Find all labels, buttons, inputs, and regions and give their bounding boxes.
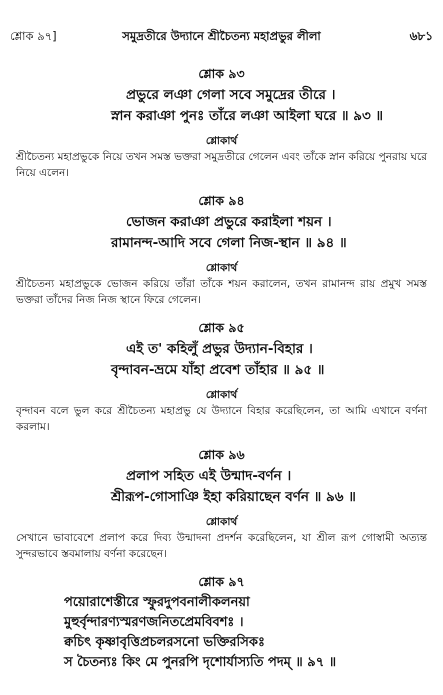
header-chapter-title: সমুদ্রতীরে উদ্যানে শ্রীচৈতন্য মহাপ্রভুর লীলা <box>122 29 321 43</box>
verse-section-94 <box>16 191 427 308</box>
translation-text: সেখানে ভাবাবেশে প্রলাপ করে দিব্য উন্মাদনা প্রদর্শন করেছিলেন, যা শ্রীল রূপ গোস্বামী অত্যন্ত সুন্দরভাবে স্তবমালায় বর্ণনা করেছেন। <box>16 532 427 560</box>
verse-heading: শ্লোক ৯৩ <box>198 66 245 81</box>
translation-label: শ্লোকার্থ <box>205 516 238 528</box>
verse-line: প্রভুরে লঞা গেলা সবে সমুদ্রের তীরে । <box>126 87 336 103</box>
verse-section-97 <box>16 572 427 673</box>
verse-line: এই ত' কহিলুঁ প্রভুর উদ্যান-বিহার । <box>126 341 313 357</box>
verse-line: মুহুর্বৃন্দারণ্যস্মরণজনিতপ্রেমবিবশঃ । <box>64 615 244 630</box>
verse-section-96 <box>16 445 427 562</box>
verse-line: শ্রীরূপ-গোসাঞি ইহা করিয়াছেন বর্ণন ॥ ৯৬ ॥ <box>111 489 356 505</box>
translation-text: শ্রীচৈতন্য মহাপ্রভুকে ভোজন করিয়ে তাঁরা তাঁকে শয়ন করালেন, তখন রামানন্দ রায় প্রমুখ সমস্ত ভক্তরা তাঁদের নিজ নিজ স্থানে ফিরে গেলেন। <box>16 278 427 306</box>
header-verse-ref: শ্লোক ৯৭] <box>10 29 57 43</box>
verse-line: স চৈতন্যঃ কিং মে পুনরপি দৃশোর্যাস্যতি পদম্ ॥ ৯৭ ॥ <box>64 655 337 670</box>
translation-label: শ্লোকার্থ <box>205 135 238 147</box>
verse-heading: শ্লোক ৯৪ <box>198 193 245 208</box>
verse-line: প্রলাপ সহিত এই উন্মাদ-বর্ণন । <box>126 468 292 484</box>
translation-label: শ্লোকার্থ <box>205 262 238 274</box>
verse-section-93 <box>16 64 427 181</box>
verse-heading: শ্লোক ৯৭ <box>198 574 245 589</box>
page-number: ৬৮১ <box>409 29 433 43</box>
running-header <box>10 28 433 48</box>
verse-heading: শ্লোক ৯৬ <box>198 447 245 462</box>
page-content <box>16 64 427 673</box>
verse-line: রামানন্দ-আদি সবে গেলা নিজ-স্থান ॥ ৯৪ ॥ <box>111 235 347 251</box>
verse-line: বৃন্দাবন-ভ্রমে যাঁহা প্রবেশ তাঁহার ॥ ৯৫ ॥ <box>111 362 325 378</box>
verse-line: ভোজন করাঞা প্রভুরে করাইলা শয়ন । <box>126 214 332 230</box>
verse-heading: শ্লোক ৯৫ <box>198 320 245 335</box>
verse-line: ক্বচিৎ কৃষ্ণাবৃত্তিপ্রচলরসনো ভক্তিরসিকঃ <box>64 635 265 650</box>
verse-line: পয়োরাশেস্তীরে স্ফুরদুপবনালীকলনয়া <box>64 595 250 610</box>
verse-section-95 <box>16 318 427 435</box>
translation-label: শ্লোকার্থ <box>205 389 238 401</box>
translation-text: শ্রীচৈতন্য মহাপ্রভুকে নিয়ে তখন সমস্ত ভক্তরা সমুদ্রতীরে গেলেন এবং তাঁকে স্নান করিয়ে পুনরায় ঘরে নিয়ে এলেন। <box>16 151 427 179</box>
verse-line: স্নান করাঞা পুনঃ তাঁরে লঞা আইলা ঘরে ॥ ৯৩ ॥ <box>111 108 384 124</box>
translation-text: বৃন্দাবন বলে ভুল করে শ্রীচৈতন্য মহাপ্রভু যে উদ্যানে বিহার করেছিলেন, তা আমি এখানে বর্ণনা করলাম। <box>16 405 427 433</box>
